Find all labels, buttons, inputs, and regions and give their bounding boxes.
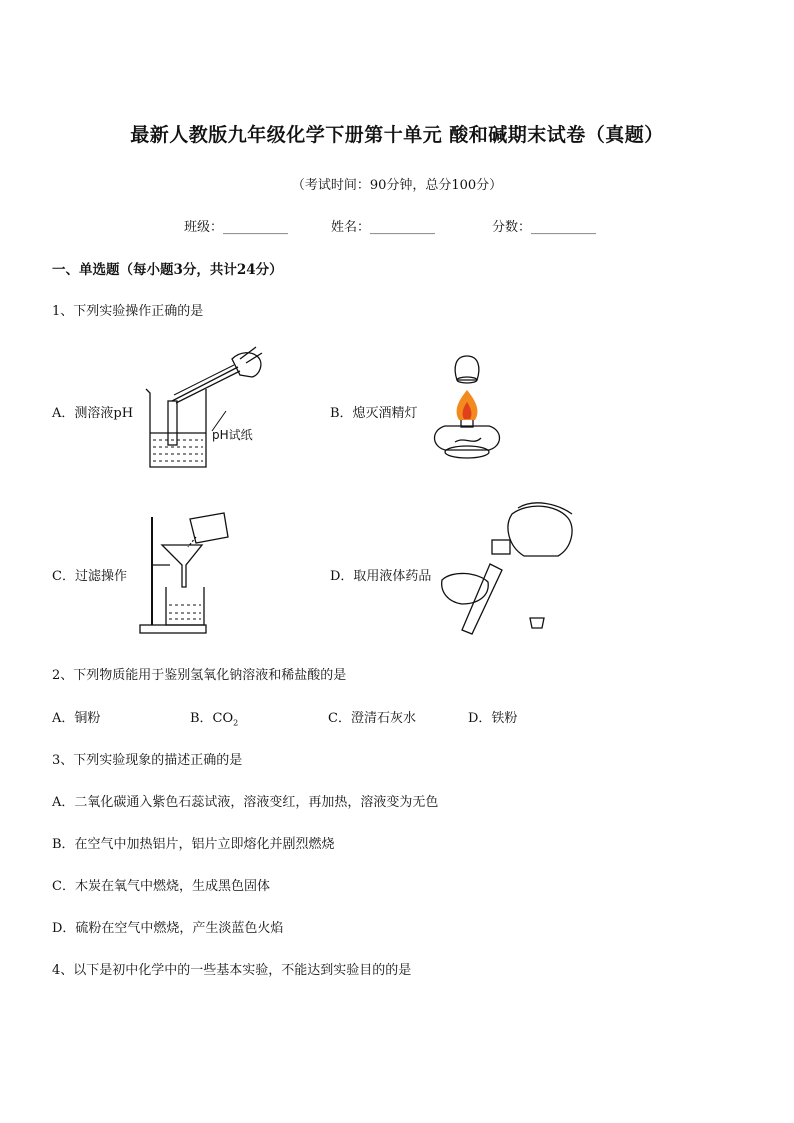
score-field[interactable]: 分数：__________ — [492, 220, 597, 235]
holding-hand — [442, 573, 489, 604]
q1-option-c[interactable]: C．过滤操作 — [52, 569, 127, 584]
co2-subscript: 2 — [233, 718, 239, 728]
q3-option-b[interactable]: B．在空气中加热铝片，铝片立即熔化并剧烈燃烧 — [52, 837, 335, 852]
ph-paper-label: pH试纸 — [212, 428, 253, 442]
name-field[interactable]: 姓名：__________ — [331, 220, 436, 235]
q2-option-a[interactable]: A．铜粉 — [52, 711, 101, 726]
bottle-mouth — [492, 540, 510, 554]
bottle-stopper — [530, 618, 544, 628]
funnel — [162, 545, 202, 587]
question-1: 1、下列实验操作正确的是 — [52, 304, 204, 319]
q1-option-a[interactable]: A．测溶液pH — [52, 406, 134, 421]
filtration-figure — [136, 505, 236, 637]
q2-option-b-text: B．CO — [190, 711, 234, 726]
question-3: 3、下列实验现象的描述正确的是 — [52, 753, 243, 768]
page-title: 最新人教版九年级化学下册第十单元 酸和碱期末试卷（真题） — [130, 124, 664, 146]
ph-test-figure — [140, 345, 275, 475]
q2-option-d[interactable]: D．铁粉 — [468, 711, 518, 726]
question-2: 2、下列物质能用于鉴别氢氧化钠溶液和稀盐酸的是 — [52, 668, 347, 683]
q1-option-b[interactable]: B．熄灭酒精灯 — [330, 406, 418, 421]
q2-option-b[interactable] — [190, 707, 238, 728]
test-tube — [462, 564, 502, 634]
class-field[interactable]: 班级：__________ — [184, 220, 289, 235]
section-heading: 一、单选题（每小题3分，共计24分） — [52, 262, 283, 278]
reagent-bottle — [508, 506, 572, 556]
exam-subtitle: （考试时间：90分钟，总分100分） — [291, 178, 503, 193]
liquid-reagent-figure — [438, 500, 583, 640]
question-4: 4、以下是初中化学中的一些基本实验，不能达到实验目的的是 — [52, 963, 412, 978]
q1-option-d[interactable]: D．取用液体药品 — [330, 569, 432, 584]
pouring-beaker — [190, 513, 228, 543]
ph-paper — [168, 401, 177, 445]
alcohol-lamp-figure — [425, 350, 505, 470]
q3-option-d[interactable]: D．硫粉在空气中燃烧，产生淡蓝色火焰 — [52, 921, 284, 936]
stand-base — [140, 625, 206, 633]
q2-option-c[interactable]: C．澄清石灰水 — [328, 711, 416, 726]
pouring-hand — [518, 503, 572, 514]
q3-option-a[interactable]: A．二氧化碳通入紫色石蕊试液，溶液变红，再加热，溶液变为无色 — [52, 795, 439, 810]
q3-option-c[interactable]: C．木炭在氧气中燃烧，生成黑色固体 — [52, 879, 270, 894]
